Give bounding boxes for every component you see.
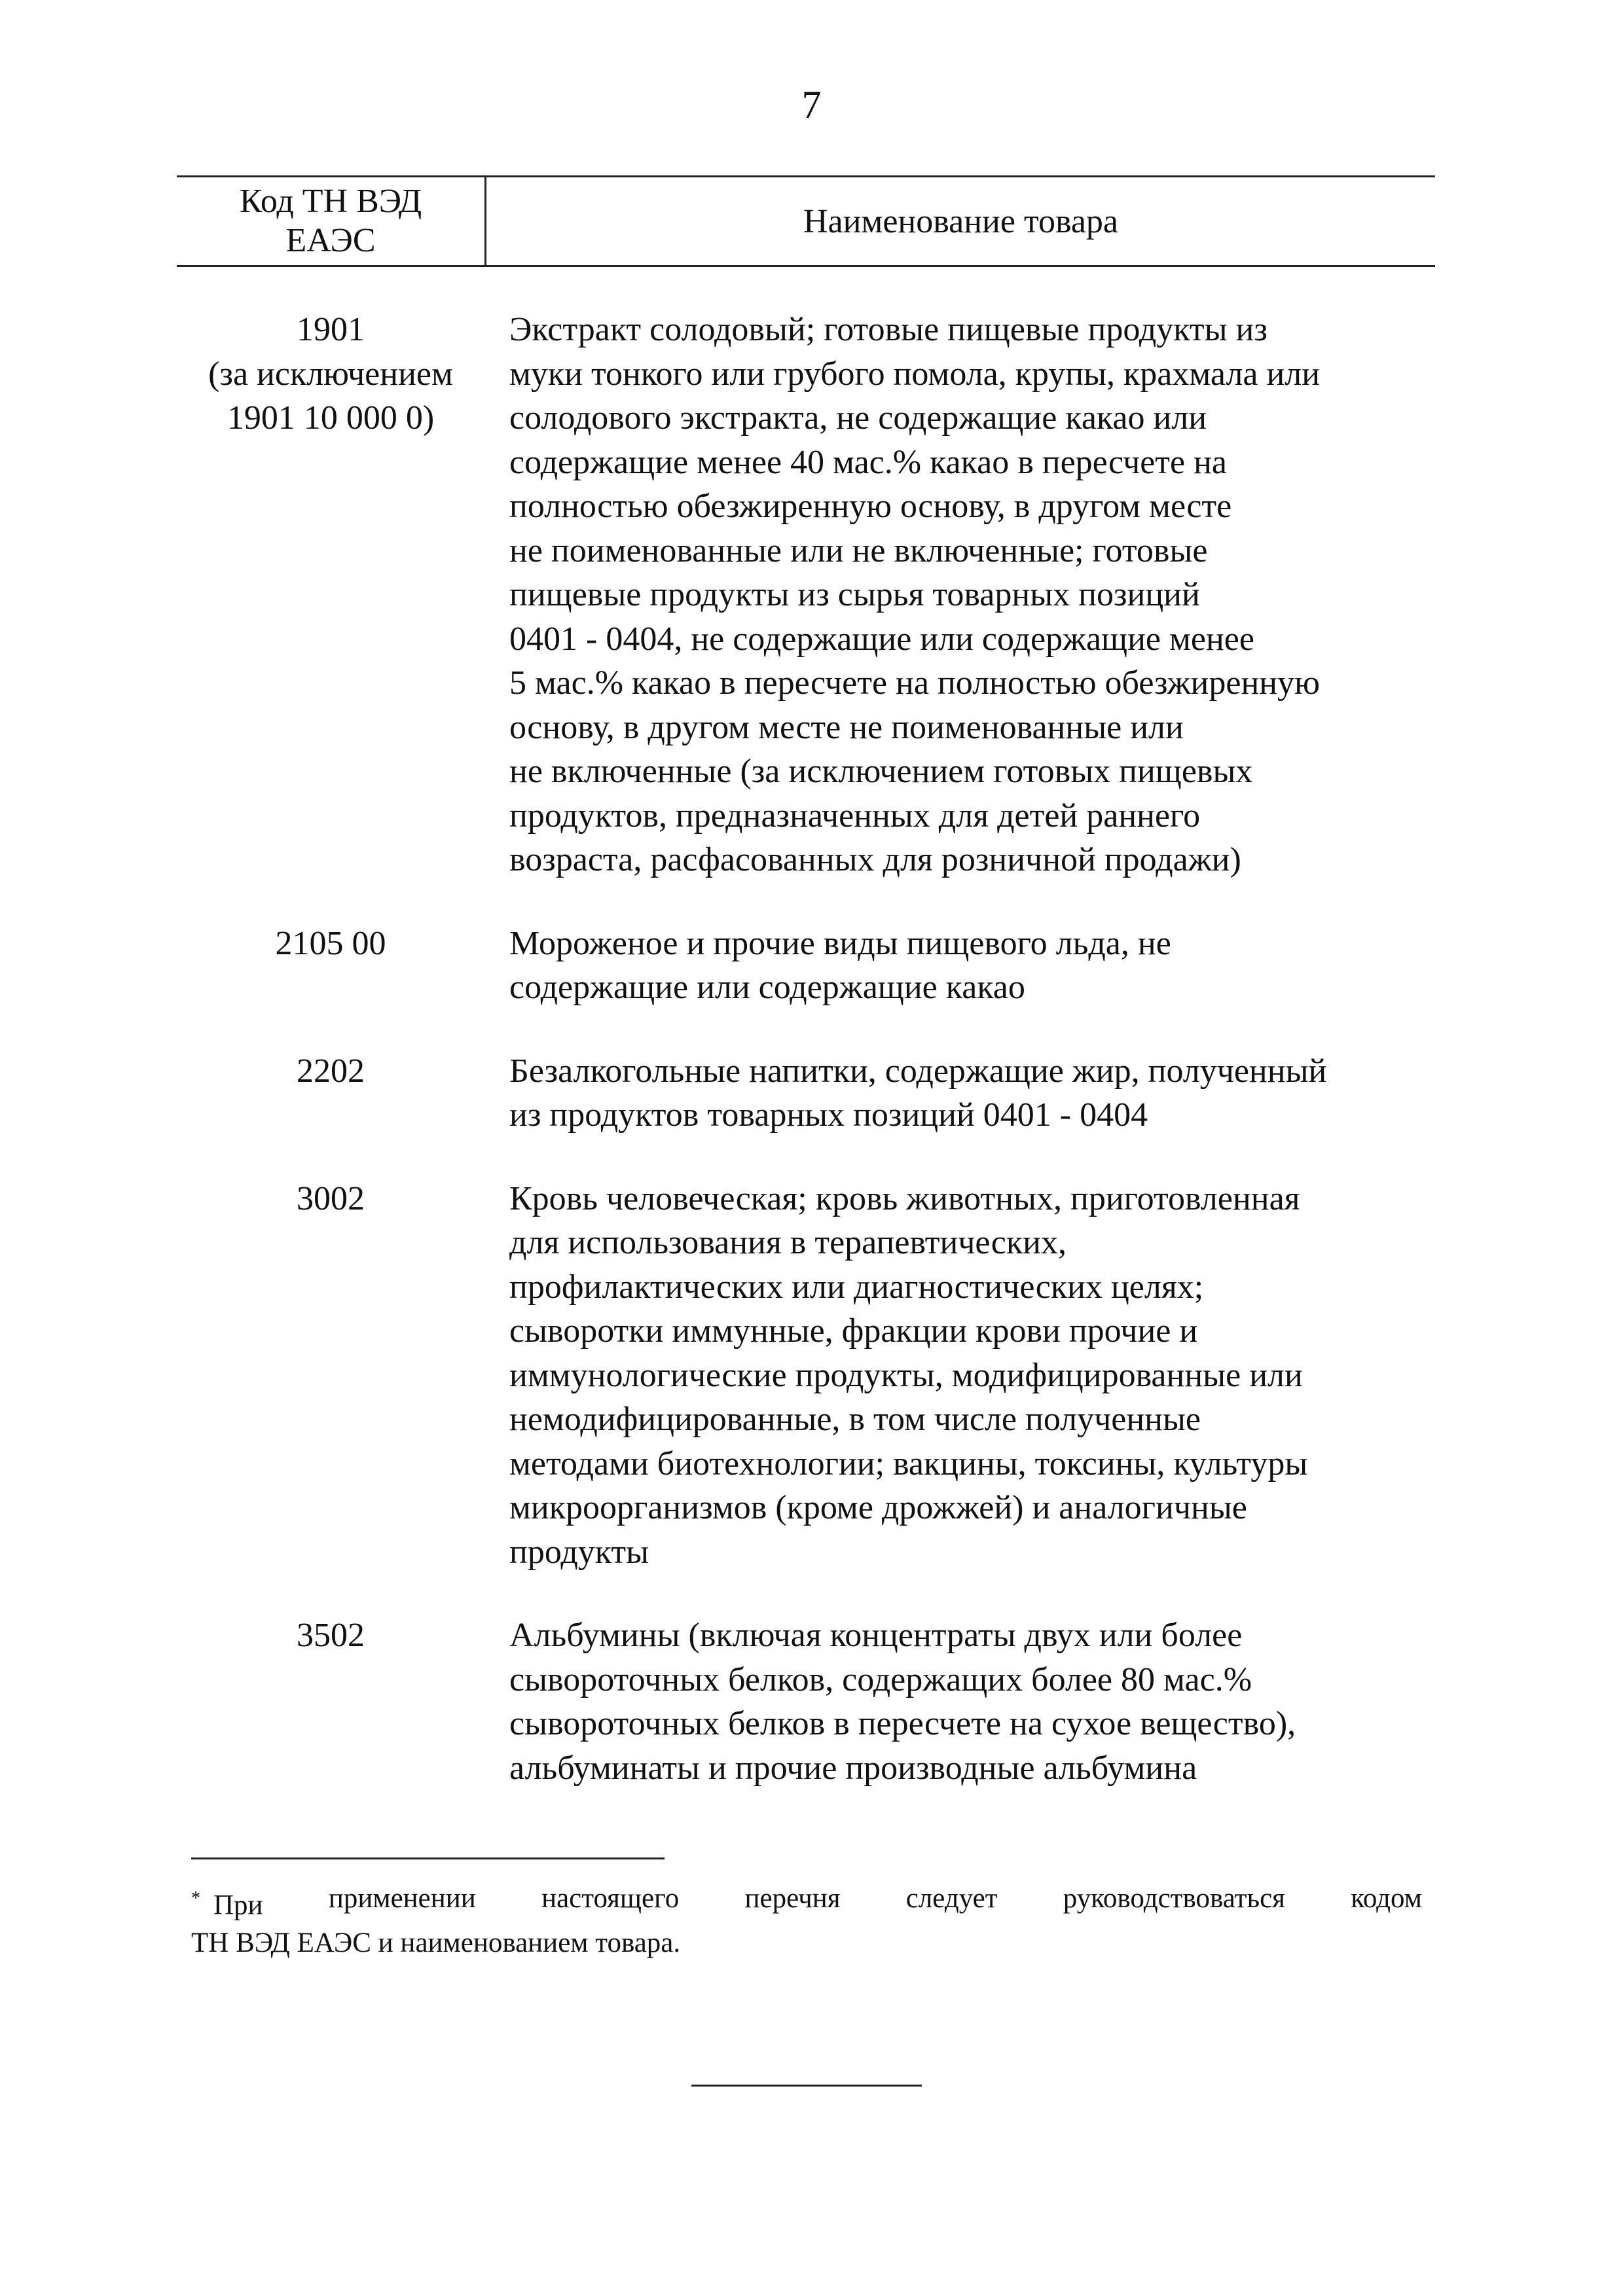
footnote bbox=[191, 1880, 1422, 1962]
footnote-word: настоящего bbox=[541, 1883, 680, 1914]
code-line: 3002 bbox=[297, 1179, 365, 1217]
footnote-word: кодом bbox=[1351, 1883, 1422, 1914]
code-line: 1901 bbox=[297, 311, 365, 348]
table-row bbox=[177, 308, 1435, 882]
code-cell bbox=[177, 1049, 484, 1138]
footnote-word-text: При bbox=[213, 1890, 263, 1921]
footnote-word: применении bbox=[328, 1883, 476, 1914]
footnote-marker: * bbox=[191, 1888, 200, 1909]
header-name-column: Наименование товара bbox=[803, 202, 1119, 240]
header-code-column bbox=[177, 177, 484, 265]
code-cell bbox=[177, 308, 484, 882]
footnote-line2: ТН ВЭД ЕАЭС и наименованием товара. bbox=[191, 1928, 681, 1959]
name-cell: Кровь человеческая; кровь животных, приготовленная для использования в терапевтических, профилактических или диагностических целях; сыворотки иммунные, фракции крови прочие и иммунологические продукты, модифицированные или немодифицированные, в том числе полученные методами биотехнологии; вакцины, токсины, культуры микроорганизмов (кроме дрожжей) и аналогичные продукты bbox=[509, 1179, 1308, 1571]
name-cell: Безалкогольные напитки, содержащие жир, полученный из продуктов товарных позиций 0401 - 0404 bbox=[509, 1052, 1327, 1134]
code-line: (за исключением bbox=[208, 355, 453, 393]
table-body bbox=[177, 308, 1435, 1829]
page-number: 7 bbox=[801, 83, 822, 126]
header-code-line1: Код ТН ВЭД bbox=[239, 183, 422, 220]
name-cell: Мороженое и прочие виды пищевого льда, не содержащие или содержащие какао bbox=[509, 924, 1171, 1006]
footnote-line1 bbox=[191, 1880, 1422, 1924]
footnote-word: следует bbox=[905, 1883, 998, 1914]
footnote-word: перечня bbox=[744, 1883, 841, 1914]
code-cell bbox=[177, 922, 484, 1010]
table-header bbox=[177, 175, 1435, 267]
code-line: 1901 10 000 0) bbox=[227, 399, 435, 437]
table-row bbox=[177, 1177, 1435, 1575]
footnote-word: руководствоваться bbox=[1063, 1883, 1285, 1914]
header-code-line2: ЕАЭС bbox=[285, 222, 376, 259]
table-row bbox=[177, 1613, 1435, 1790]
table-row bbox=[177, 922, 1435, 1010]
code-line: 3502 bbox=[297, 1617, 365, 1654]
name-cell: Альбумины (включая концентраты двух или более сывороточных белков, содержащих более 80 мас.% сывороточных белков в пересчете на сухое вещество), альбуминаты и прочие производные альбумина bbox=[509, 1617, 1296, 1787]
code-cell bbox=[177, 1177, 484, 1575]
end-rule bbox=[691, 2085, 922, 2087]
code-line: 2105 00 bbox=[275, 924, 386, 962]
table-row bbox=[177, 1049, 1435, 1138]
code-cell bbox=[177, 1613, 484, 1790]
code-line: 2202 bbox=[297, 1052, 365, 1090]
name-cell: Экстракт солодовый; готовые пищевые продукты из муки тонкого или грубого помола, крупы, крахмала или солодового экстракта, не содержащие какао или содержащие менее 40 мас.% какао в пересчете на полностью обезжиренную основу, в другом месте не поименованные или не включенные; готовые пищевые продукты из сырья товарных позиций 0401 - 0404, не содержащие или содержащие менее 5 мас.% какао в пересчете на полностью обезжиренную основу, в другом месте не поименованные или не включенные (за исключением готовых пищевых продуктов, предназначенных для детей раннего возраста, расфасованных для розничной продажи) bbox=[509, 311, 1321, 878]
footnote-rule bbox=[191, 1857, 665, 1859]
footnote-word bbox=[191, 1880, 263, 1924]
